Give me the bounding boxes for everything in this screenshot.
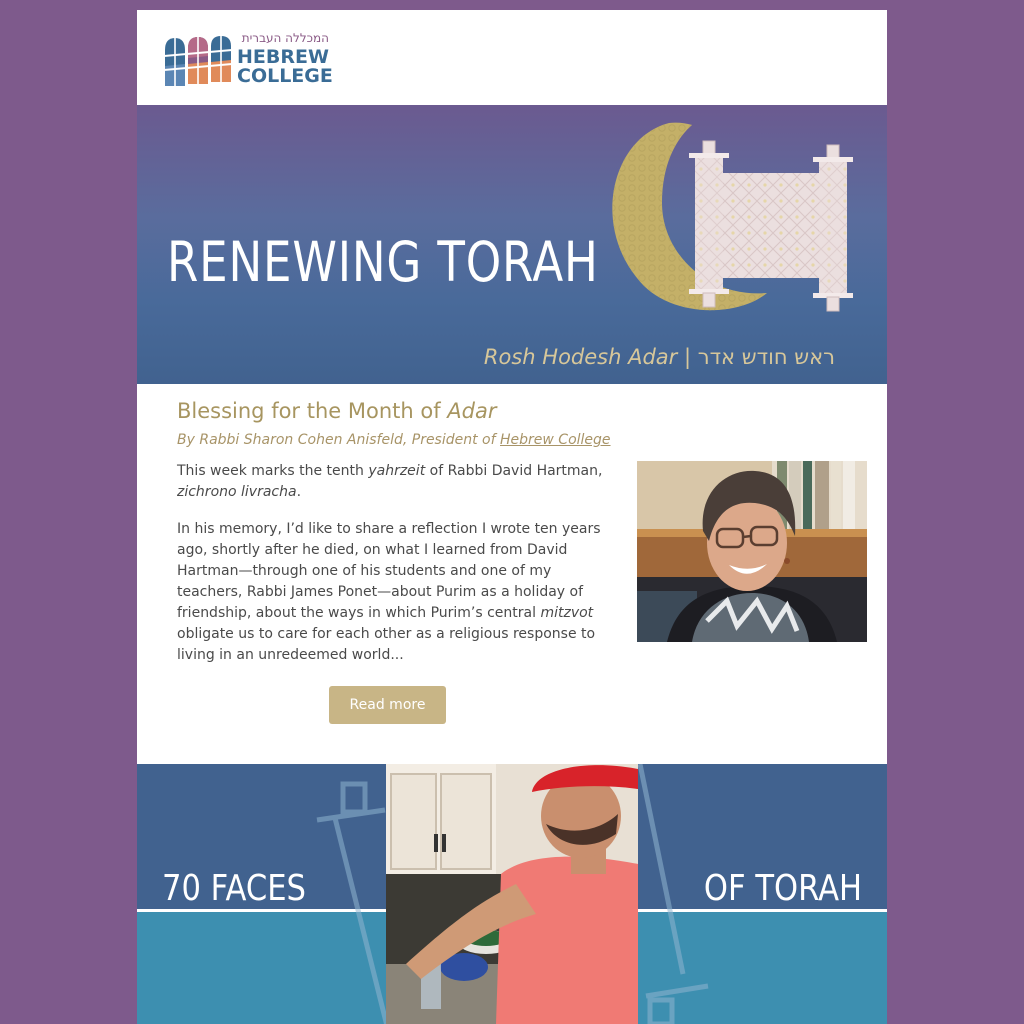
seventy-faces-banner[interactable] [137,764,887,1024]
p2-text-a: In his memory, I’d like to share a reflection I wrote ten years ago, shortly after he died, on what I learned from David Hartman—through one of his students and one of my teachers, Rabbi James Ponet—about Purim as a holiday of friendship, about the ways in which Purim’s central [177,521,601,621]
email-container [137,10,887,1024]
p2-emphasis-mitzvot: mitzvot [540,605,594,621]
p1-text-c: of Rabbi David Hartman, [425,463,603,479]
cooking-photo [386,764,638,1024]
subtitle-latin: Rosh Hodesh Adar [483,345,678,369]
hebrew-college-link[interactable]: Hebrew College [500,432,611,448]
faces-left-text: 70 FACES [162,868,306,909]
article-paragraph-2 [177,519,617,666]
renewing-torah-banner [137,105,887,384]
byline-text: By Rabbi Sharon Cohen Anisfeld, President of [177,432,500,448]
logo-text-college: COLLEGE [237,65,333,87]
author-photo [637,461,867,642]
article-title [177,399,497,423]
logo-windows-icon [164,36,232,88]
banner-subtitle [484,345,835,369]
logo-text-hebrew: HEBREW [237,46,329,68]
cooking-image [386,764,638,1024]
article-paragraph-1 [177,461,617,503]
scroll-outline-icon [307,776,386,1024]
faces-banner-left [137,764,386,1024]
p1-text-e: . [296,484,302,500]
logo-hebrew-text: המכללה העברית [241,31,329,45]
p1-emphasis-zichrono: zichrono livracha [177,484,297,500]
p2-text-c: obligate us to care for each other as a religious response to living in an unredeemed world... [177,626,596,663]
read-more-button[interactable]: Read more [329,686,446,724]
p1-emphasis-yahrzeit: yahrzeit [368,463,426,479]
subtitle-separator: | [677,345,698,369]
hebrew-college-logo[interactable] [137,10,337,105]
faces-banner-right [638,764,887,1024]
header-bar [137,10,887,105]
subtitle-hebrew: ראש חודש אדר [697,345,835,369]
article-title-text: Blessing for the Month of [177,399,448,423]
faces-right-text: OF TORAH [703,868,862,909]
moon-and-scroll-illustration [597,113,877,313]
portrait-image [637,461,867,642]
banner-title: RENEWING TORAH [167,230,599,294]
article-byline [177,432,611,448]
p1-text-a: This week marks the tenth [177,463,369,479]
article-title-emphasis: Adar [447,399,497,423]
